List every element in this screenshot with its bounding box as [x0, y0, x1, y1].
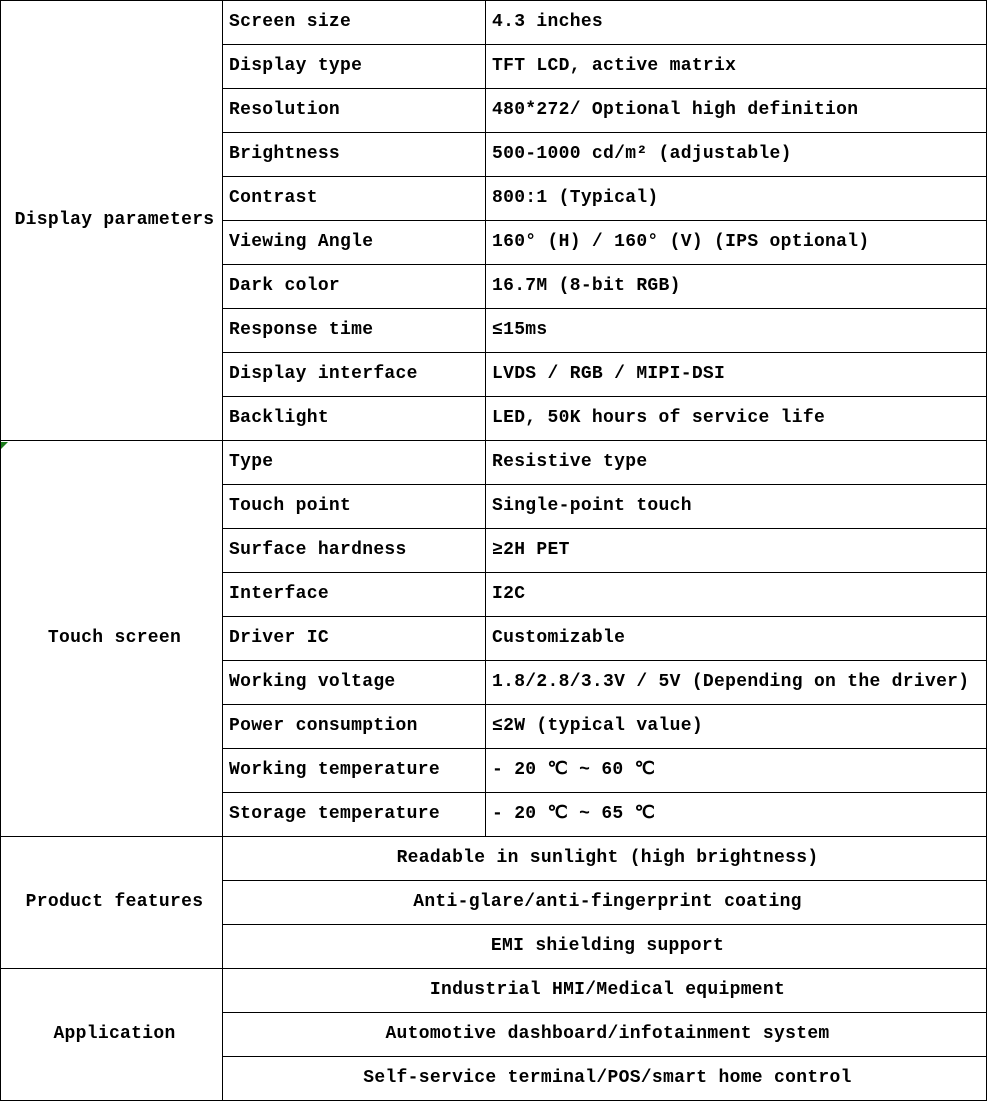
table-row [1, 969, 987, 1013]
feature-cell: Industrial HMI/Medical equipment [223, 969, 987, 1013]
section-title-display-parameters: Display parameters [1, 1, 223, 441]
feature-cell: Self-service terminal/POS/smart home control [223, 1057, 987, 1101]
param-value: 4.3 inches [486, 1, 987, 45]
param-label: Interface [223, 573, 486, 617]
param-label: Surface hardness [223, 529, 486, 573]
param-value: Resistive type [486, 441, 987, 485]
param-label: Resolution [223, 89, 486, 133]
param-label: Storage temperature [223, 793, 486, 837]
param-label: Brightness [223, 133, 486, 177]
param-label: Backlight [223, 397, 486, 441]
param-label: Dark color [223, 265, 486, 309]
section-title-product-features: Product features [1, 837, 223, 969]
param-label: Working voltage [223, 661, 486, 705]
param-label: Response time [223, 309, 486, 353]
param-label: Display interface [223, 353, 486, 397]
param-value: - 20 ℃ ~ 60 ℃ [486, 749, 987, 793]
param-value: 16.7M (8-bit RGB) [486, 265, 987, 309]
feature-cell: Anti-glare/anti-fingerprint coating [223, 881, 987, 925]
section-title-touch-screen: Touch screen [1, 441, 223, 837]
param-label: Driver IC [223, 617, 486, 661]
feature-cell: EMI shielding support [223, 925, 987, 969]
param-value: 800:1 (Typical) [486, 177, 987, 221]
param-label: Viewing Angle [223, 221, 486, 265]
param-value: 500-1000 cd/m² (adjustable) [486, 133, 987, 177]
param-label: Display type [223, 45, 486, 89]
param-value: 1.8/2.8/3.3V / 5V (Depending on the driver) [486, 661, 987, 705]
param-value: Single-point touch [486, 485, 987, 529]
feature-cell: Automotive dashboard/infotainment system [223, 1013, 987, 1057]
param-value: 160° (H) / 160° (V) (IPS optional) [486, 221, 987, 265]
param-label: Type [223, 441, 486, 485]
param-value: ≤2W (typical value) [486, 705, 987, 749]
param-value: - 20 ℃ ~ 65 ℃ [486, 793, 987, 837]
param-value: ≥2H PET [486, 529, 987, 573]
table-row [1, 441, 987, 485]
table-row [1, 1, 987, 45]
param-label: Working temperature [223, 749, 486, 793]
param-value: 480*272/ Optional high definition [486, 89, 987, 133]
param-value: LVDS / RGB / MIPI-DSI [486, 353, 987, 397]
param-label: Contrast [223, 177, 486, 221]
param-value: Customizable [486, 617, 987, 661]
section-title-application: Application [1, 969, 223, 1101]
param-value: LED, 50K hours of service life [486, 397, 987, 441]
feature-cell: Readable in sunlight (high brightness) [223, 837, 987, 881]
param-value: ≤15ms [486, 309, 987, 353]
table-row [1, 837, 987, 881]
param-value: I2C [486, 573, 987, 617]
param-label: Screen size [223, 1, 486, 45]
param-value: TFT LCD, active matrix [486, 45, 987, 89]
param-label: Touch point [223, 485, 486, 529]
param-label: Power consumption [223, 705, 486, 749]
